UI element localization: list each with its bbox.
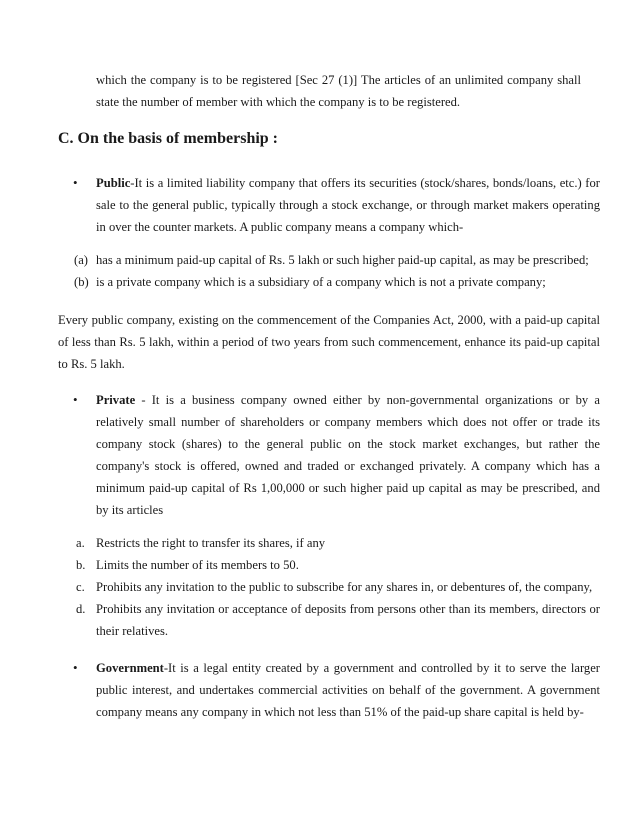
government-text: -It is a legal entity created by a government and controlled by it to serve the larger public interest, and undertakes commercial activities on behalf of the government. A government company means any company in which not less than 51% of the paid-up share capital is held by- xyxy=(96,661,600,719)
private-paragraph xyxy=(96,389,600,521)
public-item-a-marker: (a) xyxy=(74,253,88,267)
section-heading: C. On the basis of membership : xyxy=(58,130,279,147)
private-text: - It is a business company owned either by non-governmental organizations or by a relatively small number of shareholders or company members which does not offer or trade its company stock (shares) to the general public on the stock market exchanges, but rather the company's stock is offered, owned and traded or exchanged privately. A company which has a minimum paid-up capital of Rs 1,00,000 or such higher paid up capital as may be prescribed, and by its articles xyxy=(96,393,600,517)
public-text: -It is a limited liability company that offers its securities (stock/shares, bonds/loans, etc.) for sale to the general public, typically through a stock exchange, or through market makers operating in over the counter markets. A public company means a company which- xyxy=(96,176,600,234)
bullet-public: • xyxy=(73,175,78,190)
private-item-b-text: Limits the number of its members to 50. xyxy=(96,558,299,572)
public-paragraph xyxy=(96,172,600,238)
private-term: Private xyxy=(96,393,136,407)
bullet-private: • xyxy=(73,392,78,407)
public-item-b-marker: (b) xyxy=(74,275,89,289)
private-item-a-text: Restricts the right to transfer its shares, if any xyxy=(96,536,326,550)
private-item-a-marker: a. xyxy=(76,536,85,550)
bullet-government: • xyxy=(73,660,78,675)
government-paragraph xyxy=(96,657,600,723)
public-item-a-text: has a minimum paid-up capital of Rs. 5 lakh or such higher paid-up capital, as may be prescribed; xyxy=(96,253,589,267)
private-item-d-marker: d. xyxy=(76,602,86,616)
public-note-paragraph: Every public company, existing on the commencement of the Companies Act, 2000, with a paid-up capital of less than Rs. 5 lakh, within a period of two years from such commencement, enhance its paid-up capital to Rs. 5 lakh. xyxy=(58,313,600,371)
private-item-b-marker: b. xyxy=(76,558,86,572)
private-item-c-marker: c. xyxy=(76,580,85,594)
government-term: Government xyxy=(96,661,164,675)
private-item-c-text: Prohibits any invitation to the public to subscribe for any shares in, or debentures of, the company, xyxy=(96,580,593,594)
intro-paragraph: which the company is to be registered [Sec 27 (1)] The articles of an unlimited company shall state the number of member with which the company is to be registered. xyxy=(96,73,581,109)
public-term: Public xyxy=(96,176,131,190)
public-item-b-text: is a private company which is a subsidiary of a company which is not a private company; xyxy=(96,275,546,289)
private-item-d-text: Prohibits any invitation or acceptance of deposits from persons other than its members, directors or their relatives. xyxy=(96,602,600,638)
